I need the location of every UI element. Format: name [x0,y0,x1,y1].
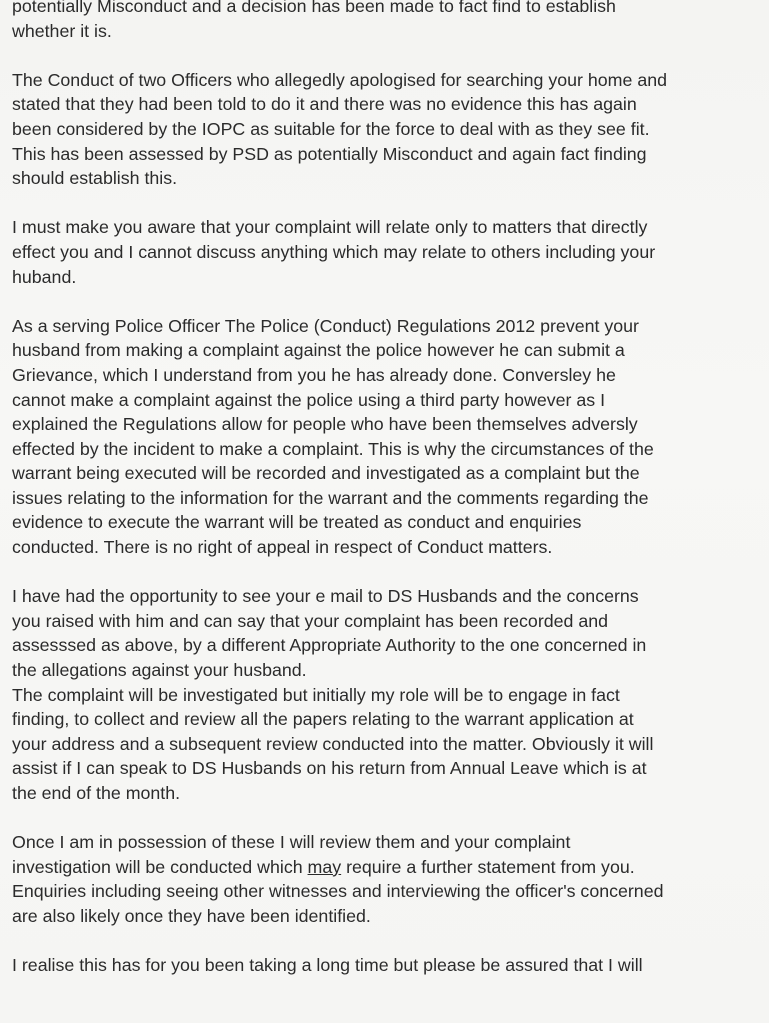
text-line: effected by the incident to make a complaint. This is why the circumstances of the [12,438,654,459]
text-line: Once I am in possession of these I will review them and your complaint [12,832,571,853]
letter-body [12,0,764,1002]
text-line: the allegations against your husband. [12,660,307,681]
paragraph-complaint-scope [12,215,764,289]
text-line: the end of the month. [12,783,181,803]
paragraph-review-papers [12,830,764,928]
text-line: whether it is. [12,20,112,41]
text-line: The complaint will be investigated but initially my role will be to engage in fact [12,684,620,705]
text-line: been considered by the IOPC as suitable for the force to deal with as they see fit. [12,118,650,139]
text-line: The Conduct of two Officers who allegedly apologised for searching your home and [12,69,667,90]
text-line: Enquiries including seeing other witnesses and interviewing the officer's concerned [12,881,664,902]
text-line: potentially Misconduct and a decision has been made to fact find to establish [12,0,616,16]
text-line: your address and a subsequent review conducted into the matter. Obviously it will [12,733,654,754]
paragraph-email-concerns [12,584,764,682]
text-line: finding, to collect and review all the papers relating to the warrant application at [12,709,634,730]
text-line: assist if I can speak to DS Husbands on his return from Annual Leave which is at [12,758,647,779]
paragraph-regulations [12,314,764,560]
text-line: warrant being executed will be recorded and investigated as a complaint but the [12,463,640,484]
text-line: you raised with him and can say that your complaint has been recorded and [12,610,609,631]
text-line: conducted. There is no right of appeal in respect of Conduct matters. [12,537,553,558]
paragraph-investigation-plan [12,683,764,806]
text-line: Grievance, which I understand from you he has already done. Conversley he [12,364,616,385]
text-line: stated that they had been told to do it and there was no evidence this has again [12,94,637,115]
text-segment: require a further statement from you. [341,856,635,877]
text-line [12,855,764,880]
paragraph-officers-conduct [12,68,764,191]
text-line: effect you and I cannot discuss anything which may relate to others including your [12,241,656,262]
underlined-word: may [307,856,342,877]
paragraph-closing [12,953,764,978]
text-line: issues relating to the information for the warrant and the comments regarding the [12,487,649,508]
text-segment: investigation will be conducted which [12,856,308,877]
text-line: I have had the opportunity to see your e mail to DS Husbands and the concerns [12,586,639,607]
text-line: evidence to execute the warrant will be treated as conduct and enquiries [12,512,582,533]
text-line: explained the Regulations allow for people who have been themselves adversly [12,414,638,435]
text-line: As a serving Police Officer The Police (Conduct) Regulations 2012 prevent your [12,315,639,336]
text-line: assesssed as above, by a different Appropriate Authority to the one concerned in [12,635,647,656]
text-line: husband from making a complaint against the police however he can submit a [12,340,625,361]
text-line: huband. [12,266,77,287]
paragraph-fact-find [12,0,764,43]
text-line: should establish this. [12,168,178,189]
text-line: I must make you aware that your complaint will relate only to matters that directly [12,217,648,238]
text-line: are also likely once they have been identified. [12,905,371,926]
text-line: This has been assessed by PSD as potentially Misconduct and again fact finding [12,143,647,164]
text-line: cannot make a complaint against the police using a third party however as I [12,389,606,410]
text-line: I realise this has for you been taking a long time but please be assured that I will [12,955,643,976]
